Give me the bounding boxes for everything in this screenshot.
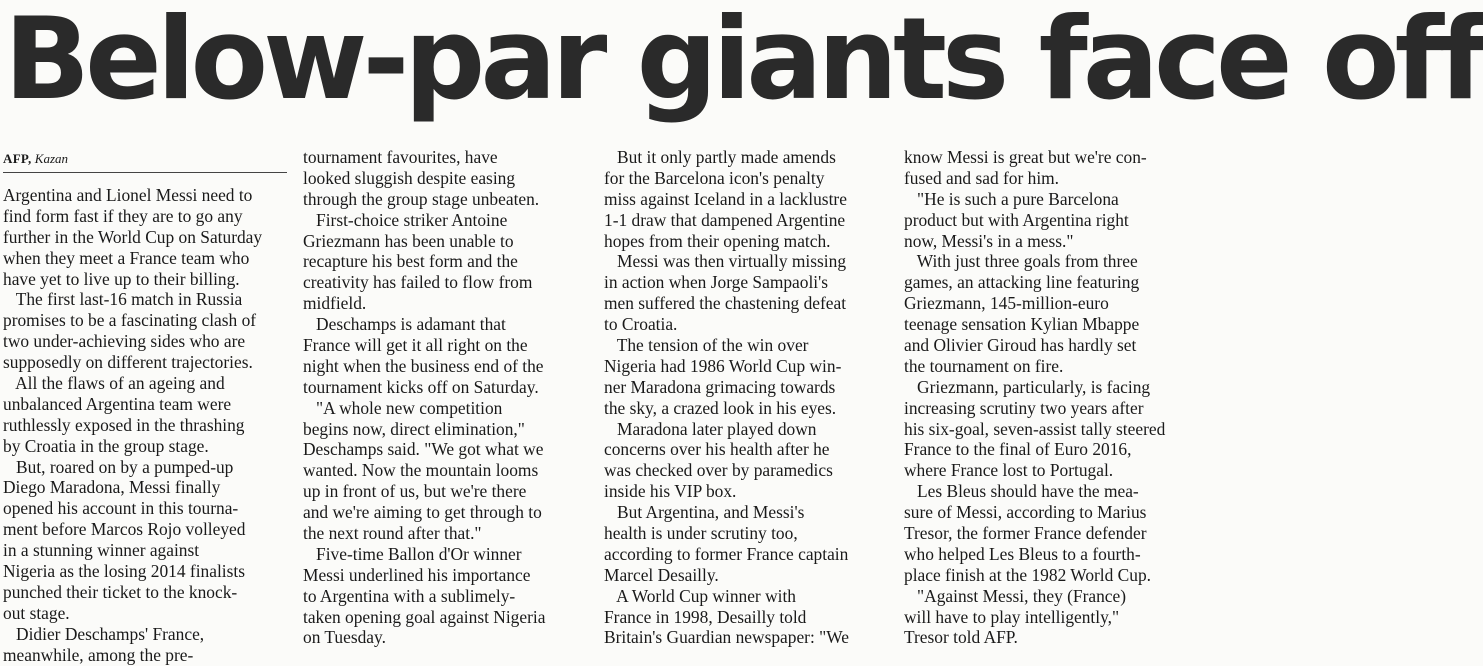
byline-rule bbox=[3, 172, 287, 173]
article-line: Maradona later played down bbox=[604, 418, 817, 439]
article-line: But, roared on by a pumped-up bbox=[3, 456, 234, 477]
article-line: Marcel Desailly. bbox=[604, 564, 719, 585]
article-line: up in front of us, but we're there bbox=[303, 481, 527, 502]
article-line: Britain's Guardian newspaper: "We bbox=[604, 627, 849, 648]
column-3-body bbox=[604, 147, 889, 648]
article-line: men suffered the chastening defeat bbox=[604, 293, 847, 314]
article-line: ner Maradona grimacing towards bbox=[604, 376, 836, 397]
article-line: opened his account in this tourna- bbox=[3, 498, 239, 519]
article-line: punched their ticket to the knock- bbox=[3, 581, 238, 602]
article-line: two under-achieving sides who are bbox=[3, 331, 246, 352]
article-line: in action when Jorge Sampaoli's bbox=[604, 272, 829, 293]
article-line: Griezmann, 145-million-euro bbox=[904, 293, 1109, 314]
article-line: fused and sad for him. bbox=[904, 167, 1060, 188]
article-line: Tresor told AFP. bbox=[904, 627, 1018, 648]
article-line: inside his VIP box. bbox=[604, 481, 737, 502]
article-line: Nigeria as the losing 2014 finalists bbox=[3, 561, 245, 582]
article-line: creativity has failed to flow from bbox=[303, 272, 533, 293]
article-line: Tresor, the former France defender bbox=[904, 523, 1147, 544]
article-line: The tension of the win over bbox=[604, 335, 809, 356]
article-line: Griezmann, particularly, is facing bbox=[904, 376, 1151, 397]
column-2 bbox=[303, 147, 588, 648]
article-line: wanted. Now the mountain looms bbox=[303, 460, 539, 481]
article-line: in a stunning winner against bbox=[3, 540, 200, 561]
article-line: looked sluggish despite easing bbox=[303, 167, 516, 188]
article-line: miss against Iceland in a lacklustre bbox=[604, 188, 847, 209]
byline-agency: AFP, bbox=[3, 151, 32, 166]
article-line: product but with Argentina right bbox=[904, 209, 1129, 230]
article-line: taken opening goal against Nigeria bbox=[303, 606, 546, 627]
article-line: to Argentina with a sublimely- bbox=[303, 585, 516, 606]
article-line: where France lost to Portugal. bbox=[904, 460, 1114, 481]
article-line: his six-goal, seven-assist tally steered bbox=[904, 418, 1166, 439]
article-line: have yet to live up to their billing. bbox=[3, 268, 240, 289]
article-line: "He is such a pure Barcelona bbox=[904, 188, 1119, 209]
article-line: supposedly on different trajectories. bbox=[3, 352, 253, 373]
column-1-body bbox=[3, 185, 287, 665]
article-line: Argentina and Lionel Messi need to bbox=[3, 185, 253, 205]
article-line: games, an attacking line featuring bbox=[904, 272, 1140, 293]
column-1 bbox=[3, 147, 287, 665]
article-line: Les Bleus should have the mea- bbox=[904, 481, 1139, 502]
article-line: The first last-16 match in Russia bbox=[3, 289, 243, 310]
article-line: France to the final of Euro 2016, bbox=[904, 439, 1132, 460]
article-line: know Messi is great but we're con- bbox=[904, 147, 1147, 167]
article-line: First-choice striker Antoine bbox=[303, 209, 508, 230]
article-line: place finish at the 1982 World Cup. bbox=[904, 564, 1152, 585]
article-line: Griezmann has been unable to bbox=[303, 230, 514, 251]
article-line: who helped Les Bleus to a fourth- bbox=[904, 543, 1141, 564]
byline bbox=[3, 147, 287, 171]
article-line: Diego Maradona, Messi finally bbox=[3, 477, 221, 498]
article-line: Didier Deschamps' France, bbox=[3, 623, 205, 644]
column-4-body bbox=[904, 147, 1197, 648]
article-line: recapture his best form and the bbox=[303, 251, 518, 272]
article-line: find form fast if they are to go any bbox=[3, 205, 243, 226]
article-line: Nigeria had 1986 World Cup win- bbox=[604, 355, 842, 376]
article-line: teenage sensation Kylian Mbappe bbox=[904, 314, 1140, 335]
article-line: the tournament on fire. bbox=[904, 355, 1064, 376]
article-line: according to former France captain bbox=[604, 543, 849, 564]
article-line: hopes from their opening match. bbox=[604, 230, 831, 251]
article-line: the next round after that." bbox=[303, 523, 482, 544]
article-line: A World Cup winner with bbox=[604, 585, 796, 606]
article-line: concerns over his health after he bbox=[604, 439, 830, 460]
article-line: Five-time Ballon d'Or winner bbox=[303, 543, 522, 564]
article-line: Messi underlined his importance bbox=[303, 564, 531, 585]
article-line: unbalanced Argentina team were bbox=[3, 393, 232, 414]
article-line: All the flaws of an ageing and bbox=[3, 373, 225, 394]
article-line: 1-1 draw that dampened Argentine bbox=[604, 209, 846, 230]
headline: Below-par giants face off bbox=[4, 0, 1483, 125]
article-line: now, Messi's in a mess." bbox=[904, 230, 1074, 251]
article-line: France in 1998, Desailly told bbox=[604, 606, 807, 627]
article-line: will have to play intelligently," bbox=[904, 606, 1120, 627]
article-line: out stage. bbox=[3, 602, 70, 623]
article-line: night when the business end of the bbox=[303, 355, 544, 376]
article-line: France will get it all right on the bbox=[303, 335, 528, 356]
article-line: Deschamps said. "We got what we bbox=[303, 439, 544, 460]
article-line: But it only partly made amends bbox=[604, 147, 836, 167]
article-line: by Croatia in the group stage. bbox=[3, 435, 209, 456]
article-line: tournament kicks off on Saturday. bbox=[303, 376, 539, 397]
article-line: meanwhile, among the pre- bbox=[3, 644, 194, 665]
article-line: further in the World Cup on Saturday bbox=[3, 226, 263, 247]
byline-city: Kazan bbox=[34, 151, 69, 166]
article-line: was checked over by paramedics bbox=[604, 460, 833, 481]
article-line: tournament favourites, have bbox=[303, 147, 498, 167]
column-2-body bbox=[303, 147, 588, 648]
article-line: ruthlessly exposed in the thrashing bbox=[3, 414, 245, 435]
article-line: on Tuesday. bbox=[303, 627, 386, 648]
article-line: midfield. bbox=[303, 293, 367, 314]
article-line: "Against Messi, they (France) bbox=[904, 585, 1127, 606]
article-line: "A whole new competition bbox=[303, 397, 503, 418]
column-4 bbox=[904, 147, 1197, 648]
article-line: through the group stage unbeaten. bbox=[303, 188, 540, 209]
article-line: health is under scrutiny too, bbox=[604, 523, 798, 544]
article-line: and Olivier Giroud has hardly set bbox=[904, 335, 1137, 356]
article-line: Deschamps is adamant that bbox=[303, 314, 506, 335]
article-line: the sky, a crazed look in his eyes. bbox=[604, 397, 837, 418]
column-3 bbox=[604, 147, 889, 648]
article-line: promises to be a fascinating clash of bbox=[3, 310, 257, 331]
article-line: for the Barcelona icon's penalty bbox=[604, 167, 825, 188]
article-line: With just three goals from three bbox=[904, 251, 1138, 272]
article-line: begins now, direct elimination," bbox=[303, 418, 525, 439]
article-line: sure of Messi, according to Marius bbox=[904, 502, 1147, 523]
article-line: and we're aiming to get through to bbox=[303, 502, 542, 523]
article-line: increasing scrutiny two years after bbox=[904, 397, 1144, 418]
article-line: ment before Marcos Rojo volleyed bbox=[3, 519, 246, 540]
article-line: Messi was then virtually missing bbox=[604, 251, 847, 272]
article-line: to Croatia. bbox=[604, 314, 678, 335]
article-line: when they meet a France team who bbox=[3, 247, 250, 268]
article-line: But Argentina, and Messi's bbox=[604, 502, 805, 523]
